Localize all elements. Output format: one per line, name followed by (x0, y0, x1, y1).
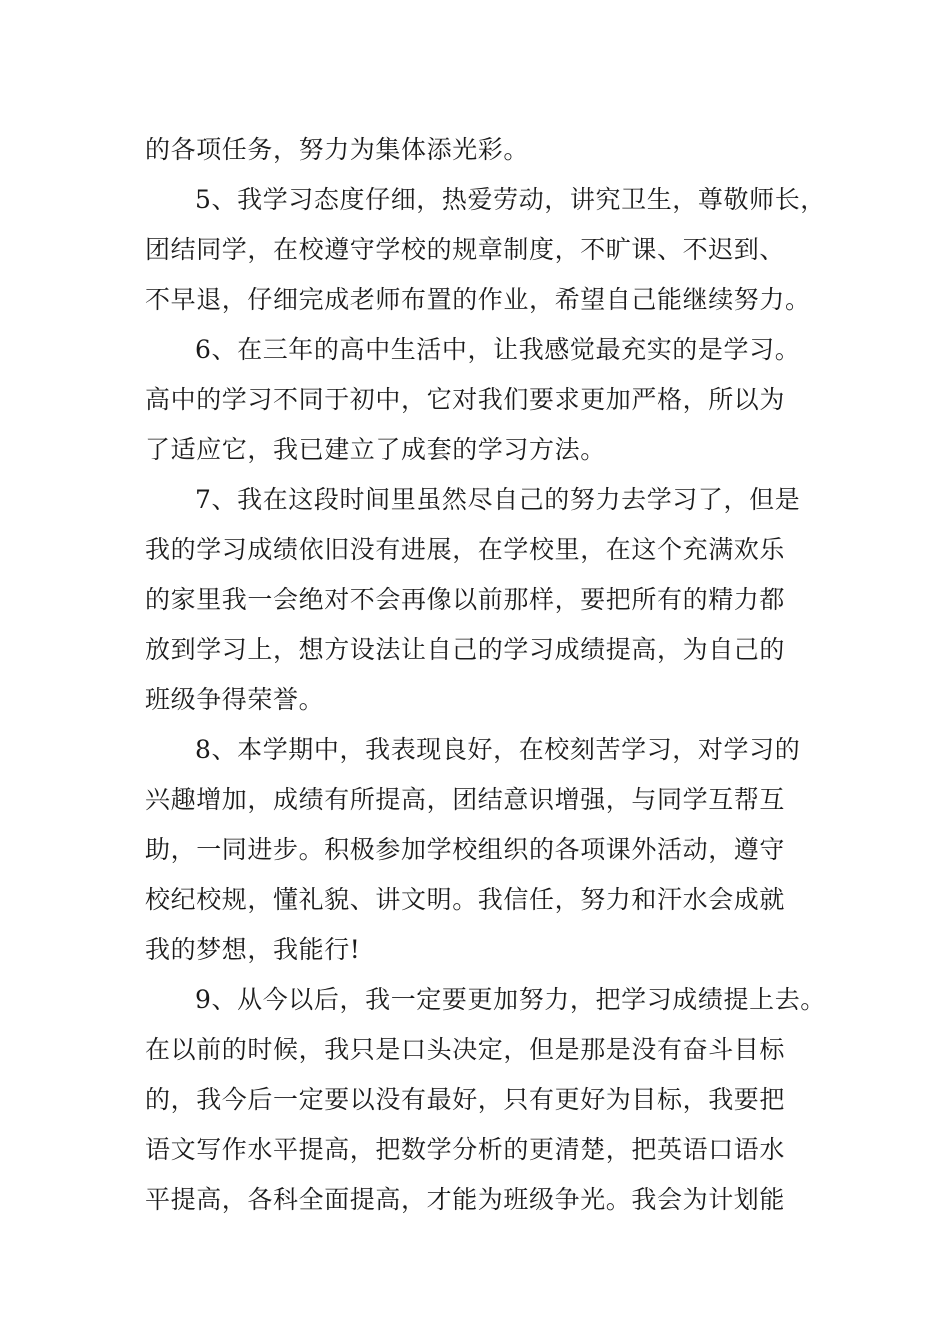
text-line: 团结同学，在校遵守学校的规章制度，不旷课、不迟到、 (145, 235, 786, 264)
text-line: 我的梦想，我能行! (145, 935, 361, 964)
text-line: 语文写作水平提高，把数学分析的更清楚，把英语口语水 (145, 1135, 786, 1164)
paragraph-5-start: 5、我学习态度仔细，热爱劳动，讲究卫生，尊敬师长， (195, 185, 826, 214)
paragraph-9-start: 9、从今以后，我一定要更加努力，把学习成绩提上去。 (195, 985, 826, 1014)
text-line: 高中的学习不同于初中，它对我们要求更加严格，所以为 (145, 385, 786, 414)
text-line: 校纪校规，懂礼貌、讲文明。我信任，努力和汗水会成就 (145, 885, 786, 914)
paragraph-8-start: 8、本学期中，我表现良好，在校刻苦学习，对学习的 (195, 735, 801, 764)
text-line: 兴趣增加，成绩有所提高，团结意识增强，与同学互帮互 (145, 785, 786, 814)
text-line: 的家里我一会绝对不会再像以前那样，要把所有的精力都 (145, 585, 786, 614)
text-line: 的各项任务，努力为集体添光彩。 (145, 135, 530, 164)
text-line: 在以前的时候，我只是口头决定，但是那是没有奋斗目标 (145, 1035, 786, 1064)
text-line: 我的学习成绩依旧没有进展，在学校里，在这个充满欢乐 (145, 535, 786, 564)
paragraph-7-start: 7、我在这段时间里虽然尽自己的努力去学习了，但是 (195, 485, 801, 514)
text-line: 放到学习上，想方设法让自己的学习成绩提高，为自己的 (145, 635, 786, 664)
text-line: 不早退，仔细完成老师布置的作业，希望自己能继续努力。 (145, 285, 811, 314)
text-line: 了适应它，我已建立了成套的学习方法。 (145, 435, 606, 464)
text-line: 班级争得荣誉。 (145, 685, 325, 714)
text-line: 平提高，各科全面提高，才能为班级争光。我会为计划能 (145, 1185, 786, 1214)
paragraph-6-start: 6、在三年的高中生活中，让我感觉最充实的是学习。 (195, 335, 801, 364)
text-line: 助，一同进步。积极参加学校组织的各项课外活动，遵守 (145, 835, 786, 864)
text-line: 的，我今后一定要以没有最好，只有更好为目标，我要把 (145, 1085, 786, 1114)
